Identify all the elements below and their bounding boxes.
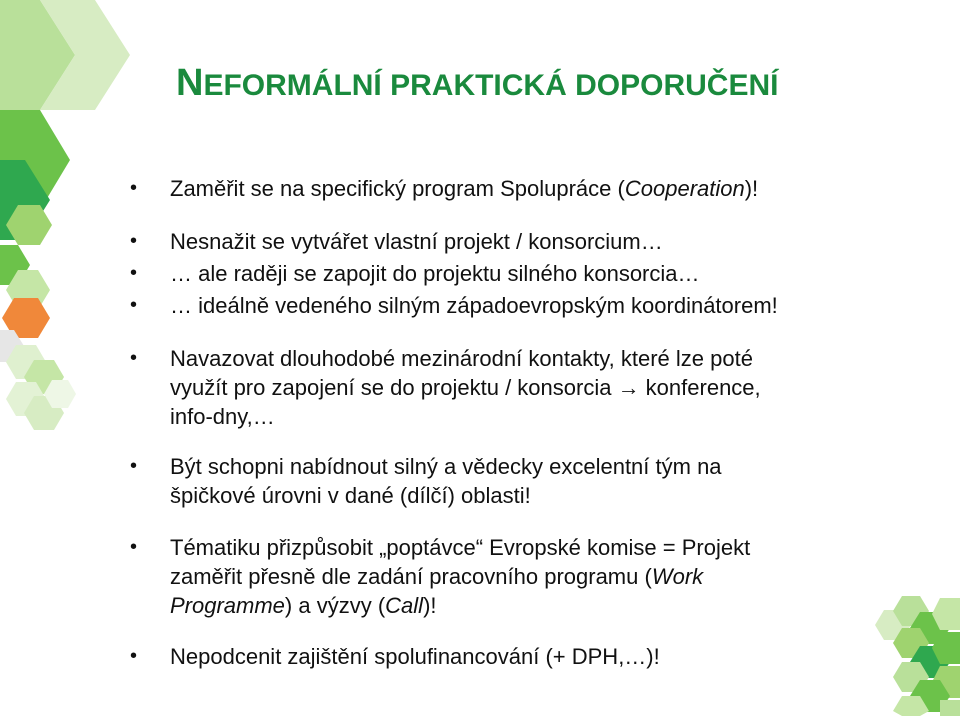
text-segment: Nesnažit se vytvářet vlastní projekt / konsorcium… (170, 229, 663, 254)
bullet-item (170, 259, 820, 288)
italic-text: Programme (170, 593, 285, 618)
text-segment: info-dny,… (170, 404, 275, 429)
bullet-line (170, 259, 820, 288)
text-segment: ) a výzvy ( (284, 593, 386, 618)
title-rest: EFORMÁLNÍ PRAKTICKÁ DOPORUČENÍ (203, 69, 779, 102)
text-segment: Zaměřit se na specifický program Spolupráce ( (170, 176, 625, 201)
bullet-item (170, 533, 820, 620)
text-segment: … ale raději se zapojit do projektu silného konsorcia… (170, 261, 700, 286)
bullet-line (170, 291, 820, 320)
text-segment: využít pro zapojení se do projektu / konsorcia → konference, (170, 375, 761, 400)
italic-text: Call (385, 593, 424, 618)
text-segment: )! (423, 593, 437, 618)
bullet-item (170, 344, 820, 431)
bullet-item (170, 174, 820, 203)
bullet-line (170, 402, 820, 431)
bullet-item (170, 452, 820, 510)
text-segment: Tématiku přizpůsobit „poptávce“ Evropské komise = Projekt (170, 535, 751, 560)
text-segment: zaměřit přesně dle zadání pracovního programu ( (170, 564, 652, 589)
text-segment: Být schopni nabídnout silný a vědecky excelentní tým na (170, 454, 722, 479)
bullet-line (170, 174, 820, 203)
bullet-line (170, 642, 820, 671)
bullet-line (170, 227, 820, 256)
bullet-line (170, 562, 820, 591)
bullet-item (170, 227, 820, 256)
text-segment: )! (744, 176, 759, 201)
bullet-line (170, 373, 820, 402)
bullet-item (170, 642, 820, 671)
bullet-line (170, 591, 820, 620)
title-first-letter: N (176, 62, 204, 104)
text-segment: Nepodcenit zajištění spolufinancování (+ DPH,…)! (170, 644, 660, 669)
italic-text: Work (651, 564, 704, 589)
bullet-item (170, 291, 820, 320)
italic-text: Cooperation (624, 176, 745, 201)
text-segment: … ideálně vedeného silným západoevropským koordinátorem! (170, 293, 778, 318)
bullet-line (170, 533, 820, 562)
bullet-line (170, 344, 820, 373)
text-segment: špičkové úrovni v dané (dílčí) oblasti! (170, 483, 531, 508)
text-segment: Navazovat dlouhodobé mezinárodní kontakty, které lze poté (170, 346, 753, 371)
bullet-line (170, 452, 820, 481)
bullet-line (170, 481, 820, 510)
